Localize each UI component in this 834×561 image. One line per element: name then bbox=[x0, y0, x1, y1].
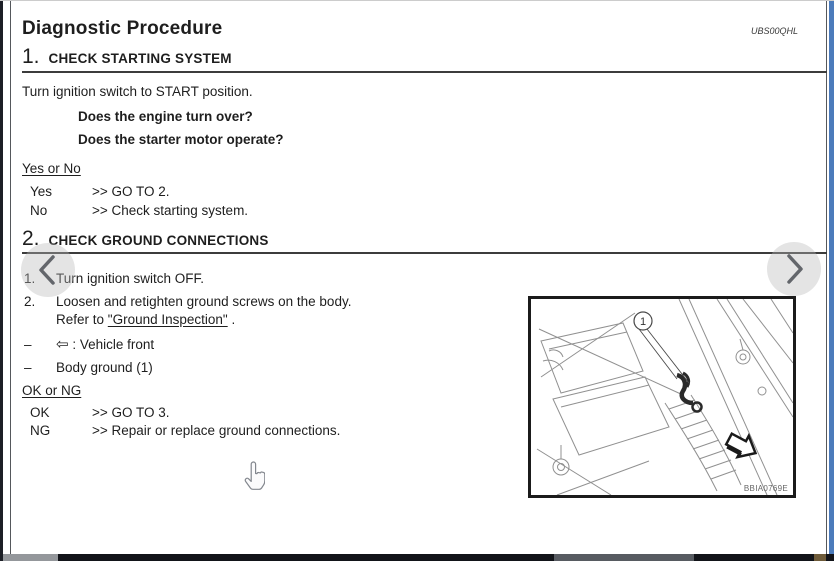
ground-location-illustration bbox=[528, 296, 796, 498]
question-1: Does the engine turn over? bbox=[78, 109, 253, 124]
section1-number: 1. bbox=[22, 45, 40, 68]
next-page-button[interactable] bbox=[767, 242, 821, 296]
outcome-action: >> Repair or replace ground connections. bbox=[92, 423, 341, 438]
page-border-left bbox=[10, 1, 11, 554]
doc-code: UBS00QHL bbox=[750, 26, 798, 36]
question-2: Does the starter motor operate? bbox=[78, 132, 284, 147]
section2-rule bbox=[22, 252, 827, 254]
previous-page-button[interactable] bbox=[21, 243, 75, 297]
section1-heading bbox=[22, 45, 232, 69]
outcome-action: >> GO TO 2. bbox=[92, 184, 170, 199]
outcome-label: Yes bbox=[30, 184, 53, 199]
window-right-edge bbox=[829, 1, 834, 554]
vehicle-front-arrow-icon: ⇦ bbox=[56, 335, 69, 353]
bullet-dash: – bbox=[24, 360, 32, 375]
page-border-right bbox=[826, 1, 827, 554]
outcome-label: NG bbox=[30, 423, 51, 438]
outcome-row bbox=[30, 405, 170, 420]
step-number: 1. bbox=[24, 271, 36, 286]
outcome-row bbox=[30, 423, 340, 438]
refer-suffix: . bbox=[227, 312, 236, 327]
decision-label-yes-no: Yes or No bbox=[22, 161, 81, 176]
step-number: 2. bbox=[24, 294, 36, 309]
outcome-row bbox=[30, 184, 170, 199]
section2-title: CHECK GROUND CONNECTIONS bbox=[48, 233, 269, 248]
bullet-text: : Vehicle front bbox=[72, 337, 155, 352]
section1-title: CHECK STARTING SYSTEM bbox=[48, 51, 232, 66]
outcome-label: OK bbox=[30, 405, 50, 420]
ground-inspection-link[interactable]: "Ground Inspection" bbox=[107, 312, 228, 327]
section1-intro: Turn ignition switch to START position. bbox=[22, 84, 253, 99]
decision-label-ok-ng: OK or NG bbox=[22, 383, 82, 398]
window-left-edge bbox=[0, 1, 3, 561]
hand-pointer-icon bbox=[243, 461, 265, 491]
refer-prefix: Refer to bbox=[56, 312, 108, 327]
outcome-row bbox=[30, 203, 248, 218]
engine-bay-line-art bbox=[531, 299, 793, 495]
chevron-right-icon bbox=[767, 242, 821, 296]
hand-cursor bbox=[243, 461, 265, 496]
section2-number: 2. bbox=[22, 227, 40, 250]
outcome-label: No bbox=[30, 203, 48, 218]
refer-line bbox=[56, 312, 235, 327]
chevron-left-icon bbox=[21, 243, 75, 297]
figure-callout-1: 1 bbox=[639, 316, 647, 328]
outcome-action: >> Check starting system. bbox=[92, 203, 249, 218]
step-text: Loosen and retighten ground screws on the body. bbox=[56, 294, 352, 309]
figure-id-label: BBIA0769E bbox=[743, 484, 788, 493]
bullet-body-ground bbox=[24, 360, 153, 375]
step-text: Turn ignition switch OFF. bbox=[56, 271, 205, 286]
bullet-dash: – bbox=[24, 337, 32, 352]
page-title: Diagnostic Procedure bbox=[22, 18, 223, 39]
bullet-text: Body ground (1) bbox=[56, 360, 153, 375]
section1-rule bbox=[22, 71, 827, 73]
bullet-vehicle-front bbox=[24, 337, 154, 352]
outcome-action: >> GO TO 3. bbox=[92, 405, 170, 420]
